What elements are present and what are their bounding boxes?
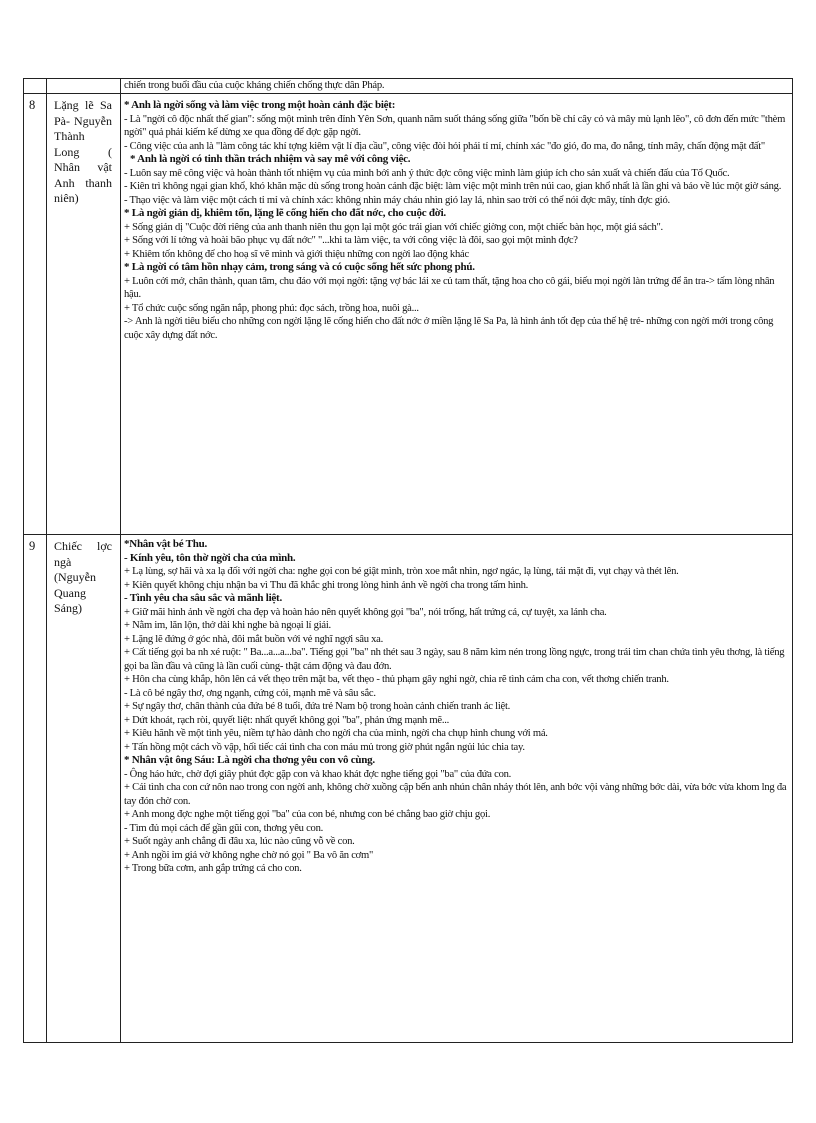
content-line: - Ông háo hức, chờ đợi giây phút đợc gặp con và khao khát đợc nghe tiếng gọi "ba" của đứa con. — [124, 768, 512, 780]
content-line: + Dứt khoát, rạch ròi, quyết liệt: nhất quyết không gọi "ba", phản ứng mạnh mẽ... — [124, 714, 450, 726]
content-line: - Luôn say mê công việc và hoàn thành tốt nhiệm vụ của mình bởi anh ý thức đợc công việc mình làm giúp ích cho sản xuất và chiến đấu của Tổ Quốc. — [124, 167, 730, 179]
content-line: + Cất tiếng gọi ba nh xé ruột: " Ba...a...a...ba". Tiếng gọi "ba" nh thét sau 3 ngày, sau 8 năm kìm nén trong lồng ngực, trong trái tim chan chứa tình yêu thơng, là tiếng gọi ba lần đầu và cũng là lần cuối cùng- thật cảm động và đau đớn. — [124, 647, 785, 672]
content-line: + Trong bữa cơm, anh gắp trứng cá cho con. — [124, 863, 302, 874]
content-line: - Là "ngời cô độc nhất thế gian": sống một mình trên đỉnh Yên Sơn, quanh năm suốt tháng sống giữa "bốn bề chỉ cây cỏ và mây mù lạnh lẽo", cô đơn đến mức "thèm ngời" quả phải kiếm kế dừng xe qua đồng để đợc gặp ngời. — [124, 113, 786, 138]
document-table — [23, 78, 793, 1043]
content-line: - Thạo việc và làm việc một cách tỉ mỉ và chính xác: không nhìn máy cháu nhìn gió lay lá, nhìn sao trời có thể nói đợc mây, tính đợc gió. — [124, 194, 670, 206]
row-number: 9 — [29, 539, 36, 553]
content-line: - Tìm đủ mọi cách để gần gũi con, thơng yêu con. — [124, 822, 324, 834]
content-line: + Tổ chức cuộc sống ngăn nắp, phong phú: đọc sách, trồng hoa, nuôi gà... — [124, 302, 419, 314]
column-divider — [120, 79, 121, 1042]
row-title: Lặng lẽ Sa Pà- Nguyễn Thành Long ( Nhân vật Anh thanh niên) — [54, 98, 112, 205]
content-line: + Luôn cởi mở, chân thành, quan tâm, chu đáo với mọi ngời: tặng vợ bác lái xe củ tam thất, tặng hoa cho cô gái, biếu mọi ngời làn trứng để ăn tra-> tấm lòng nhân hậu. — [124, 275, 775, 300]
content-line: + Sống với lí tởng và hoài bão phục vụ đất nớc" "...khi ta làm việc, ta với công việc là đôi, sao gọi một mình đợc? — [124, 235, 578, 246]
top-row-content: chiến trong buổi đầu của cuộc kháng chiến chống thực dân Pháp. — [124, 80, 385, 91]
column-divider — [46, 79, 47, 1042]
content-line: * Anh là ngời có tinh thần trách nhiệm và say mê với công việc. — [130, 153, 411, 165]
content-line: + Anh ngồi im giả vờ không nghe chờ nó gọi " Ba vô ăn cơm" — [124, 849, 374, 861]
content-line: + Tấn hồng một cách vồ vập, hối tiếc cái tình cha con máu mủ trong giờ phút ngắn ngủi lúc chia tay. — [124, 741, 525, 753]
content-line: * Anh là ngời sống và làm việc trong một hoàn cảnh đặc biệt: — [124, 99, 396, 111]
content-line: + Sống giản dị "Cuộc đời riêng của anh thanh niên thu gọn lại một góc trái gian với chiếc giờng con, một chiếc bàn học, một giá sách". — [124, 221, 663, 233]
content-line: - Kiên trì không ngại gian khổ, khó khăn mặc dù sống trong hoàn cảnh đặc biệt: làm việc một mình trên núi cao, gian khổ nhất là lần ghi và báo về lúc một giờ sáng. — [124, 181, 782, 192]
content-line: * Là ngời có tâm hồn nhạy cảm, trong sáng và có cuộc sống hết sức phong phú. — [124, 261, 475, 273]
content-line: + Kiêu hãnh về một tình yêu, niềm tự hào dành cho ngời cha của mình, ngời cha chụp hình chung với má. — [124, 728, 548, 739]
content-line: - Kính yêu, tôn thờ ngời cha của mình. — [124, 551, 296, 564]
content-line: - Là cô bé ngây thơ, ơng ngạnh, cứng cỏi, mạnh mẽ và sâu sắc. — [124, 687, 376, 699]
content-line: + Suốt ngày anh chẳng đi đâu xa, lúc nào cũng vỗ về con. — [124, 836, 355, 847]
row-content — [124, 538, 792, 876]
content-line: - Tình yêu cha sâu sắc và mãnh liệt. — [124, 592, 282, 604]
content-line: + Lặng lẽ đứng ở góc nhà, đôi mắt buồn với vẻ nghĩ ngợi sâu xa. — [124, 633, 384, 645]
content-line: + Anh mong đợc nghe một tiếng gọi "ba" của con bé, nhưng con bé chẳng bao giờ chịu gọi. — [124, 809, 491, 820]
content-line: *Nhân vật bé Thu. — [124, 538, 207, 550]
content-line: + Hôn cha cùng khắp, hôn lên cả vết thẹo trên mặt ba, vết thẹo - thủ phạm gây nghi ngờ, chia rẽ tình cảm cha con, vết thơng chiến tranh. — [124, 674, 669, 685]
content-line: + Kiên quyết không chịu nhận ba vì Thu đã khắc ghi trong lòng hình ảnh về ngời cha trong tấm hình. — [124, 579, 529, 591]
row-title: Chiếc lợc ngà (Nguyễn Quang Sáng) — [54, 539, 112, 615]
content-line: * Là ngời giản dị, khiêm tốn, lặng lẽ cống hiến cho đất nớc, cho cuộc đời. — [124, 207, 446, 219]
content-line: + Nằm im, lăn lộn, thở dài khi nghe bà ngoại lí giải. — [124, 620, 331, 631]
content-line: + Khiêm tốn không để cho hoạ sĩ vẽ mình và giới thiệu những con ngời lao động khác — [124, 248, 469, 260]
content-line: + Sự ngây thơ, chân thành của đứa bé 8 tuổi, đứa trẻ Nam bộ trong hoàn cảnh chiến tranh ác liệt. — [124, 701, 511, 712]
row-divider — [24, 534, 792, 535]
content-line: + Lạ lùng, sợ hãi và xa lạ đối với ngời cha: nghe gọi con bé giật mình, tròn xoe mắt nhìn, ngơ ngác, lạ lùng, tái mặt đi, vụt chạy và thét lên. — [124, 566, 679, 577]
content-line: * Nhân vật ông Sáu: Là ngời cha thơng yêu con vô cùng. — [124, 754, 375, 766]
content-line: -> Anh là ngời tiêu biểu cho những con ngời lặng lẽ cống hiến cho đất nớc ở miền lặng lẽ Sa Pa, là hình ảnh tốt đẹp của thế hệ trẻ- những con ngời mới trong công cuộc xây dựng đất nớc. — [124, 316, 774, 341]
content-line: + Cái tình cha con cứ nôn nao trong con ngời anh, không chờ xuồng cập bến anh nhún chân nhảy thót lên, anh bớc vội vàng những bớc dài, vừa bớc vừa khom lng đa tay đón chờ con. — [124, 782, 787, 807]
row-content — [124, 99, 792, 342]
row-number: 8 — [29, 98, 36, 112]
row-divider — [24, 93, 792, 94]
content-line: + Giữ mãi hình ảnh về ngời cha đẹp và hoàn hảo nên quyết không gọi "ba", nói trống, hất trứng cá, cự tuyệt, xa lánh cha. — [124, 606, 607, 618]
content-line: - Công việc của anh là "làm công tác khí tợng kiêm vật lí địa cầu", công việc đòi hỏi phải tỉ mỉ, chính xác "đo gió, đo ma, đo nắng, tính mây, chấn động mặt đất" — [124, 140, 765, 152]
